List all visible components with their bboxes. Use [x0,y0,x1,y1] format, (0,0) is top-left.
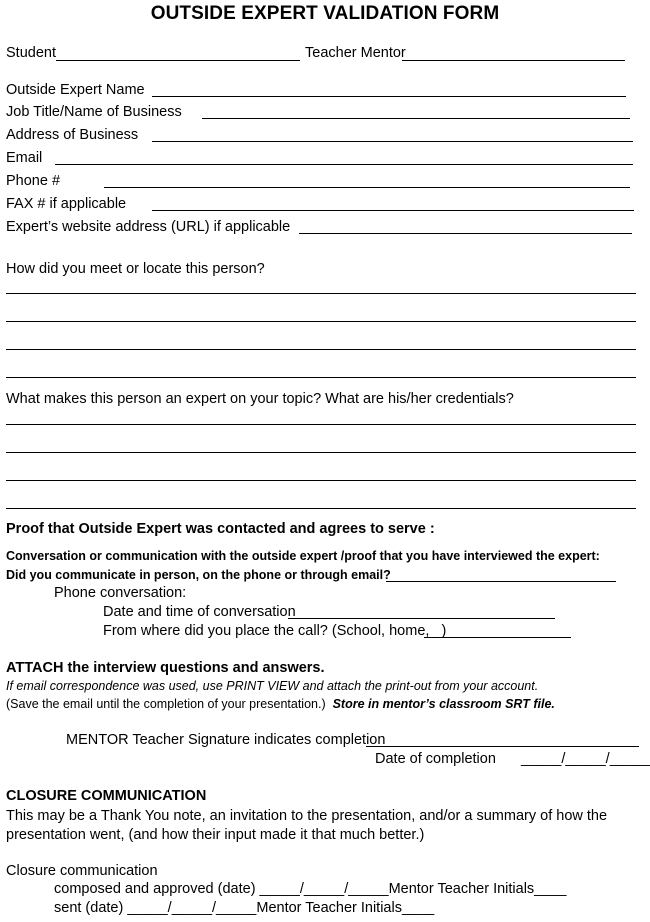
proof-line-2: Did you communicate in person, on the phone or through email? [6,568,391,582]
attach-note-1: If email correspondence was used, use PRINT VIEW and attach the print-out from your account. [6,679,539,693]
meet-answer-line-2[interactable] [6,321,636,322]
proof-line-1: Conversation or communication with the outside expert /proof that you have interviewed the expert: [6,549,600,563]
date-of-completion-field[interactable]: _____/_____/_____ [521,751,650,767]
proof-heading: Proof that Outside Expert was contacted and agrees to serve : [6,521,435,537]
website-field[interactable] [299,233,632,234]
student-field[interactable] [56,60,300,61]
closure-composed-line[interactable]: composed and approved (date) _____/_____/_____Mentor Teacher Initials____ [54,881,567,897]
expert-answer-line-1[interactable] [6,424,636,425]
email-label: Email [6,150,43,166]
student-label: Student [6,45,56,61]
closure-sent-line[interactable]: sent (date) _____/_____/_____Mentor Teacher Initials____ [54,900,435,916]
date-time-field[interactable] [288,618,555,619]
job-title-field[interactable] [202,118,630,119]
meet-answer-line-1[interactable] [6,293,636,294]
expert-answer-line-2[interactable] [6,452,636,453]
address-label: Address of Business [6,127,139,143]
meet-answer-line-3[interactable] [6,349,636,350]
attach-heading: ATTACH the interview questions and answers. [6,660,325,676]
expert-answer-line-4[interactable] [6,508,636,509]
email-field[interactable] [55,164,633,165]
fax-field[interactable] [152,210,634,211]
from-where-label: From where did you place the call? (School, home, _) [103,623,447,639]
meet-answer-line-4[interactable] [6,377,636,378]
phone-label: Phone # [6,173,61,189]
attach-note-2-text: (Save the email until the completion of your presentation.) [6,697,326,711]
teacher-mentor-field[interactable] [402,60,625,61]
signature-label: MENTOR Teacher Signature indicates completion [66,732,386,748]
date-time-label: Date and time of conversation [103,604,296,620]
expert-question: What makes this person an expert on your topic? What are his/her credentials? [6,391,514,407]
closure-paragraph: This may be a Thank You note, an invitation to the presentation, and/or a summary of how the presentation went, (and how their input made it that much better.) [6,808,608,843]
from-where-field[interactable] [424,637,571,638]
signature-field[interactable] [366,746,639,747]
closure-heading: CLOSURE COMMUNICATION [6,788,207,804]
expert-name-field[interactable] [152,96,626,97]
address-field[interactable] [152,141,633,142]
closure-label: Closure communication [6,863,158,879]
job-title-label: Job Title/Name of Business [6,104,182,120]
phone-field[interactable] [104,187,630,188]
date-of-completion-label: Date of completion [375,751,496,767]
page-title: OUTSIDE EXPERT VALIDATION FORM [150,3,500,24]
attach-note-2 [6,697,555,712]
meet-question: How did you meet or locate this person? [6,261,265,277]
attach-note-2-bold: Store in mentor’s classroom SRT file. [332,697,555,711]
teacher-mentor-label: Teacher Mentor [305,45,406,61]
expert-name-label: Outside Expert Name [6,82,145,98]
phone-conversation-label: Phone conversation: [54,585,187,601]
expert-answer-line-3[interactable] [6,480,636,481]
fax-label: FAX # if applicable [6,196,127,212]
communication-method-field[interactable] [386,581,616,582]
website-label: Expert’s website address (URL) if applicable [6,219,291,235]
